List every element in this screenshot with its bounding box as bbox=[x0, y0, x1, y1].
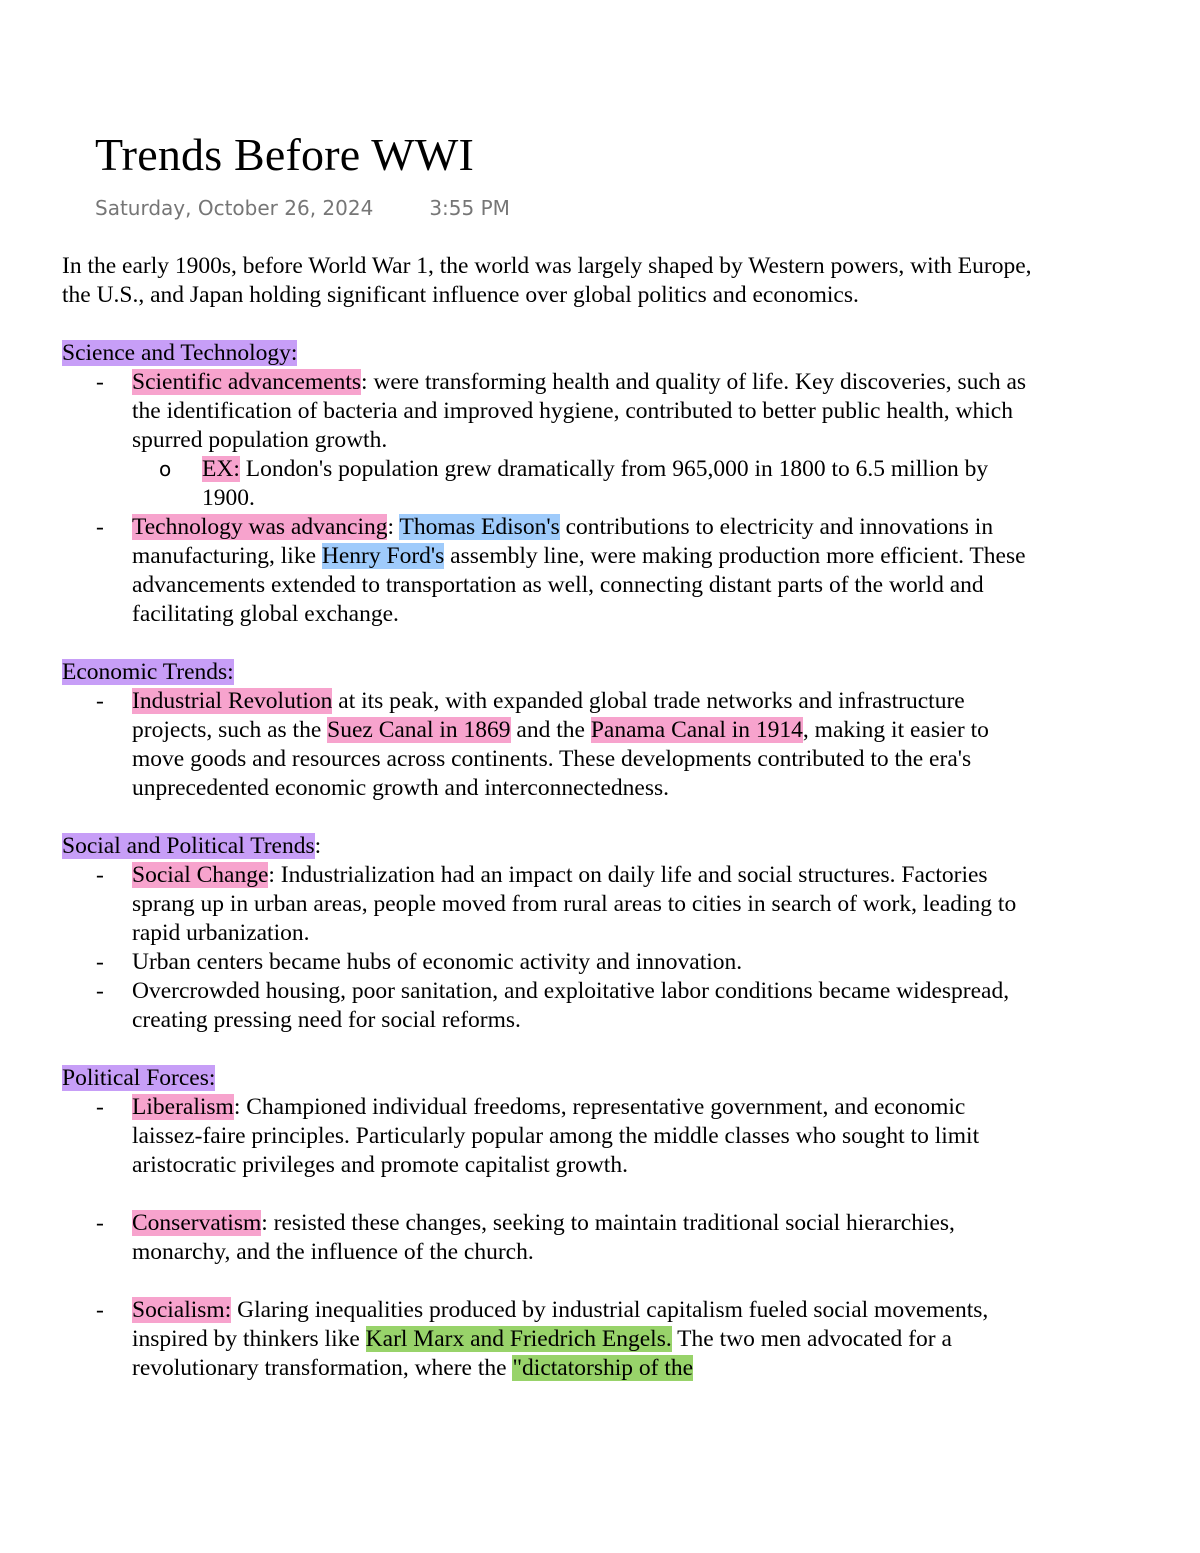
list-item bbox=[62, 513, 1032, 629]
bullet-dash: - bbox=[96, 949, 104, 975]
page-title[interactable]: Trends Before WWI bbox=[95, 129, 474, 180]
bullet-dash: - bbox=[96, 1297, 104, 1323]
list-item bbox=[62, 861, 1032, 948]
item-text: : Industrialization had an impact on daily life and social structures. Factories sprang up in urban areas, people moved from rural areas to cities in search of work, leading to rapid urbanization. bbox=[132, 862, 1017, 946]
term-conservatism: Conservatism bbox=[132, 1210, 262, 1236]
heading-science-technology: Science and Technology: bbox=[62, 340, 298, 366]
sub-list-item bbox=[62, 455, 1032, 513]
page-date: Saturday, October 26, 2024 bbox=[95, 196, 374, 220]
note-body[interactable] bbox=[62, 252, 1032, 1383]
item-text: : Championed individual freedoms, representative government, and economic laissez-faire principles. Particularly popular among the middle classes who sought to limit aristocratic privileges and promote capitalist growth. bbox=[132, 1094, 980, 1178]
intro-paragraph: In the early 1900s, before World War 1, the world was largely shaped by Western powers, with Europe, the U.S., and Japan holding significant influence over global politics and economics. bbox=[62, 253, 1032, 308]
section-heading-political bbox=[62, 1064, 1032, 1093]
page-dateline bbox=[95, 194, 510, 222]
section-heading-science bbox=[62, 339, 1032, 368]
term-suez-canal: Suez Canal in 1869 bbox=[327, 717, 511, 743]
bullet-dash: - bbox=[96, 369, 104, 395]
item-text: and the bbox=[510, 717, 591, 743]
bullet-circle: o bbox=[159, 457, 172, 481]
heading-political-forces: Political Forces: bbox=[62, 1065, 216, 1091]
bullet-dash: - bbox=[96, 1210, 104, 1236]
list-item bbox=[62, 687, 1032, 803]
item-text: : were transforming health and quality of life. Key discoveries, such as the identification of bacteria and improved hygiene, contributed to better public health, which spurred population growth. bbox=[132, 369, 1027, 453]
item-text: : bbox=[387, 514, 400, 540]
bullet-dash: - bbox=[96, 688, 104, 714]
heading-economic-trends: Economic Trends: bbox=[62, 659, 234, 685]
list-item bbox=[62, 1296, 1032, 1383]
heading-colon: : bbox=[314, 833, 322, 859]
person-marx-engels: Karl Marx and Friedrich Engels. bbox=[365, 1326, 672, 1352]
item-text: Overcrowded housing, poor sanitation, and exploitative labor conditions became widespread, creating pressing need for social reforms. bbox=[132, 978, 1010, 1033]
item-text: The two men advocated for a revolutionary transformation, where the bbox=[132, 1326, 952, 1381]
term-example: EX: bbox=[202, 456, 240, 482]
bullet-dash: - bbox=[96, 978, 104, 1004]
list-item bbox=[62, 1209, 1032, 1267]
term-technology-advancing: Technology was advancing bbox=[132, 514, 388, 540]
list-item bbox=[62, 1093, 1032, 1180]
term-liberalism: Liberalism bbox=[132, 1094, 234, 1120]
list-item bbox=[62, 977, 1032, 1035]
item-text: at its peak, with expanded global trade networks and infrastructure projects, such as the bbox=[132, 688, 965, 743]
person-thomas-edison: Thomas Edison's bbox=[399, 514, 560, 540]
list-item bbox=[62, 948, 1032, 977]
term-industrial-revolution: Industrial Revolution bbox=[132, 688, 333, 714]
item-text: Urban centers became hubs of economic activity and innovation. bbox=[132, 949, 743, 975]
item-text: Glaring inequalities produced by industrial capitalism fueled social movements, inspired by thinkers like bbox=[132, 1297, 989, 1352]
section-heading-economic bbox=[62, 658, 1032, 687]
page-time: 3:55 PM bbox=[429, 196, 510, 220]
term-socialism: Socialism: bbox=[132, 1297, 232, 1323]
list-item bbox=[62, 368, 1032, 455]
item-text: London's population grew dramatically from 965,000 in 1800 to 6.5 million by 1900. bbox=[202, 456, 989, 511]
bullet-dash: - bbox=[96, 514, 104, 540]
bullet-dash: - bbox=[96, 1094, 104, 1120]
section-heading-social bbox=[62, 832, 1032, 861]
item-text: : resisted these changes, seeking to maintain traditional social hierarchies, monarchy, and the influence of the church. bbox=[132, 1210, 955, 1265]
item-text: contributions to electricity and innovations in manufacturing, like bbox=[132, 514, 994, 569]
item-text: , making it easier to move goods and resources across continents. These developments contributed to the era's unprecedented economic growth and interconnectedness. bbox=[132, 717, 989, 801]
person-henry-ford: Henry Ford's bbox=[321, 543, 445, 569]
term-scientific-advancements: Scientific advancements bbox=[132, 369, 362, 395]
term-social-change: Social Change bbox=[132, 862, 269, 888]
term-panama-canal: Panama Canal in 1914 bbox=[590, 717, 803, 743]
heading-social-political: Social and Political Trends bbox=[62, 833, 315, 859]
item-text: assembly line, were making production more efficient. These advancements extended to transportation as well, connecting distant parts of the world and facilitating global exchange. bbox=[132, 543, 1026, 627]
bullet-dash: - bbox=[96, 862, 104, 888]
term-dictatorship: "dictatorship of the bbox=[512, 1355, 694, 1381]
